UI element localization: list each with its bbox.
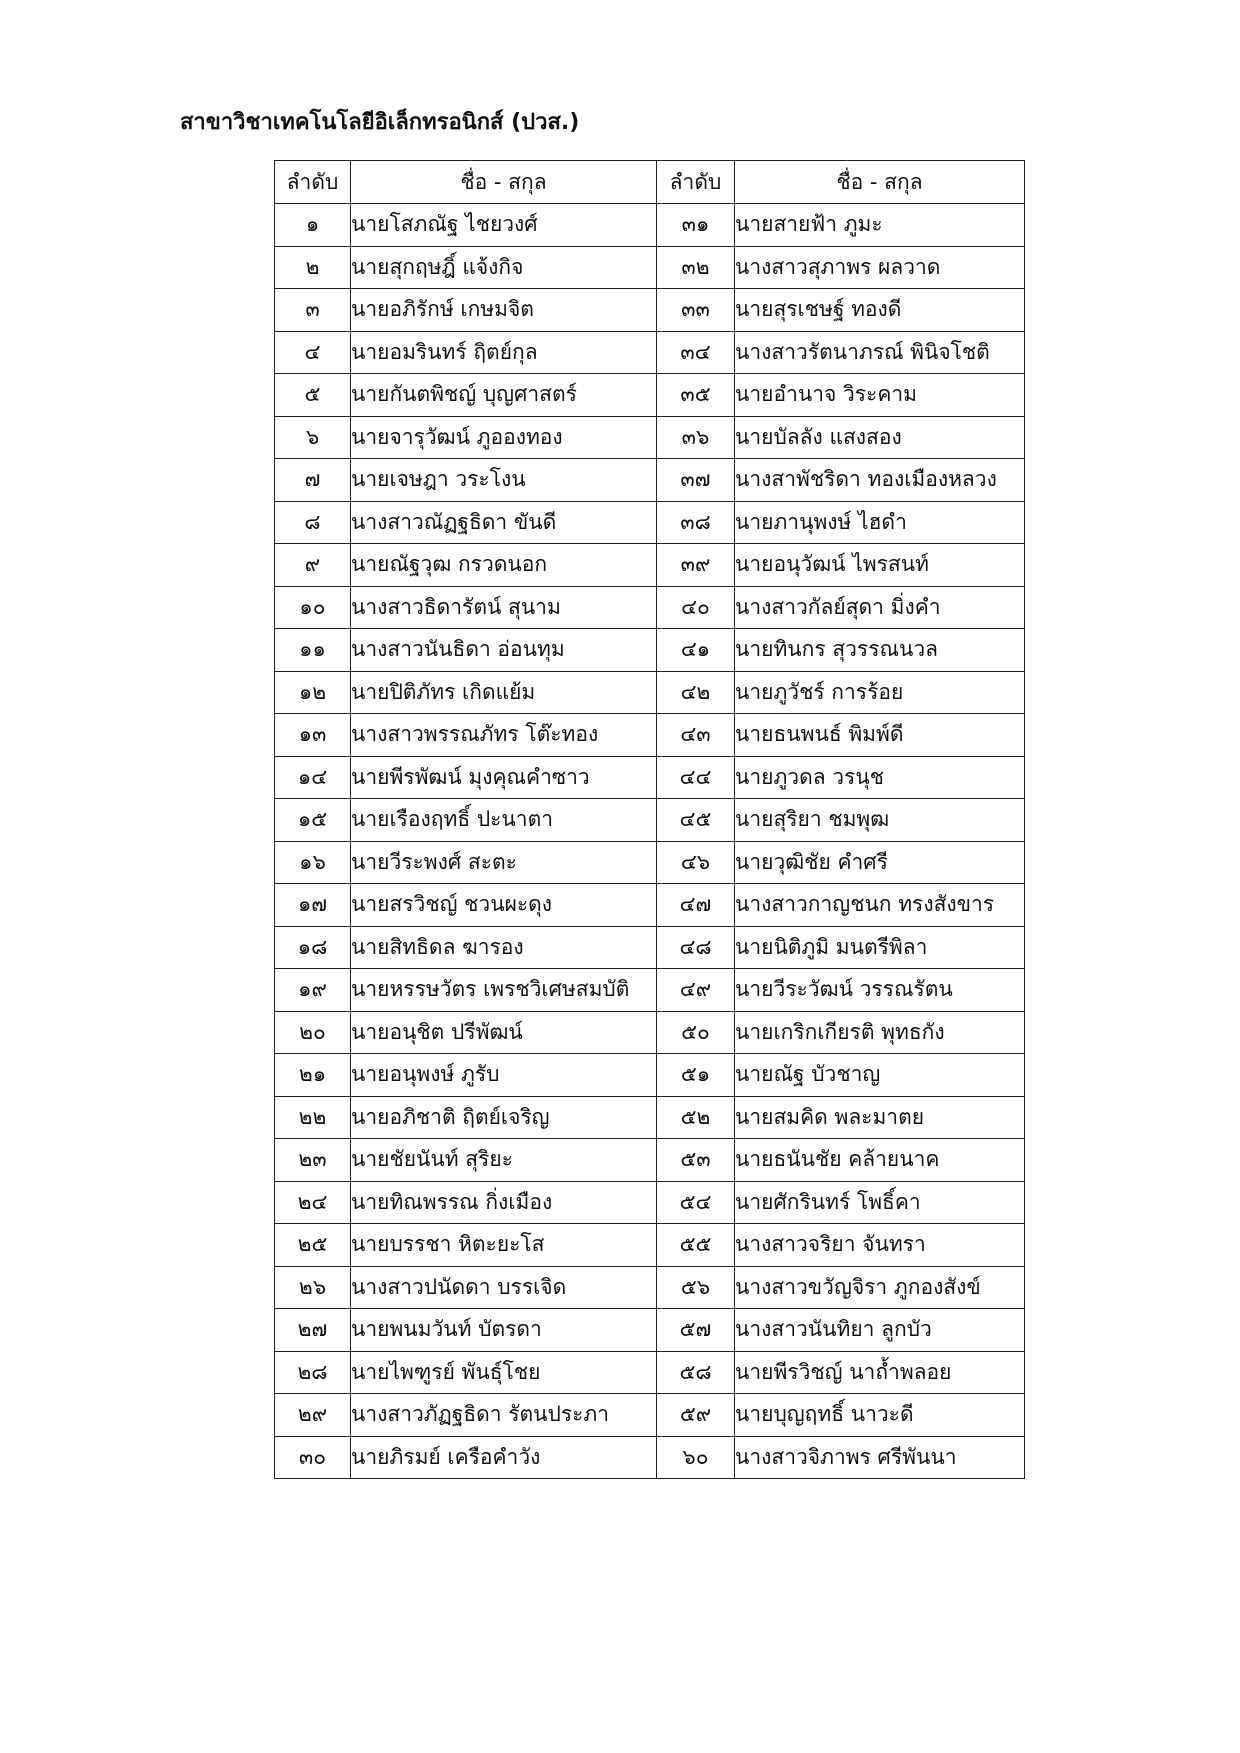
student-name: นางสาวกัลย์สุดา มิ่งคำ — [735, 586, 1025, 629]
student-name: นายชัยนันท์ สุริยะ — [351, 1139, 657, 1182]
order-number: ๓๘ — [657, 501, 735, 544]
student-name: นายพีรพัฒน์ มุงคุณคำซาว — [351, 756, 657, 799]
order-number: ๑๔ — [275, 756, 351, 799]
table-row — [275, 1394, 1025, 1437]
table-row — [275, 926, 1025, 969]
table-row — [275, 459, 1025, 502]
order-number: ๔๓ — [657, 714, 735, 757]
student-name: นายธนันชัย คล้ายนาค — [735, 1139, 1025, 1182]
student-name: นายภูวัชร์ การร้อย — [735, 671, 1025, 714]
page-title: สาขาวิชาเทคโนโลยีอิเล็กทรอนิกส์ (ปวส.) — [180, 110, 580, 135]
student-name: นายธนพนธ์ พิมพ์ดี — [735, 714, 1025, 757]
student-name: นายวุฒิชัย คำศรี — [735, 841, 1025, 884]
order-number: ๖๐ — [657, 1436, 735, 1479]
student-name: นางสาวณัฏฐธิดา ขันดี — [351, 501, 657, 544]
order-number: ๒๗ — [275, 1309, 351, 1352]
table-row — [275, 374, 1025, 417]
order-number: ๒๒ — [275, 1096, 351, 1139]
student-name: นายทินกร สุวรรณนวล — [735, 629, 1025, 672]
header-order-left: ลำดับ — [275, 161, 351, 204]
student-name: นายสิทธิดล ฆารอง — [351, 926, 657, 969]
table-row — [275, 1096, 1025, 1139]
table-row — [275, 629, 1025, 672]
table-row — [275, 1054, 1025, 1097]
order-number: ๗ — [275, 459, 351, 502]
student-name: นายศักรินทร์ โพธิ์คา — [735, 1181, 1025, 1224]
table-row — [275, 714, 1025, 757]
order-number: ๒๖ — [275, 1266, 351, 1309]
student-name: นายพนมวันท์ บัตรดา — [351, 1309, 657, 1352]
student-name: นายสุกฤษฎิ์ แจ้งกิจ — [351, 246, 657, 289]
student-name: นายณัฐ บัวชาญ — [735, 1054, 1025, 1097]
order-number: ๕๑ — [657, 1054, 735, 1097]
order-number: ๒๘ — [275, 1351, 351, 1394]
student-name: นางสาวพรรณภัทร โต๊ะทอง — [351, 714, 657, 757]
order-number: ๔๕ — [657, 799, 735, 842]
table-row — [275, 841, 1025, 884]
student-name: นายสายฟ้า ภูมะ — [735, 204, 1025, 247]
student-name: นายณัฐวุฒ กรวดนอก — [351, 544, 657, 587]
student-name: นางสาวนันธิดา อ่อนทุม — [351, 629, 657, 672]
order-number: ๕๓ — [657, 1139, 735, 1182]
order-number: ๔๒ — [657, 671, 735, 714]
table-row — [275, 1181, 1025, 1224]
student-name: นายบรรชา หิตะยะโส — [351, 1224, 657, 1267]
student-name: นายบุญฤทธิ์ นาวะดี — [735, 1394, 1025, 1437]
student-name: นายอมรินทร์ ฤิตย์กุล — [351, 331, 657, 374]
order-number: ๑ — [275, 204, 351, 247]
student-name: นางสาวกาญชนก ทรงสังขาร — [735, 884, 1025, 927]
student-name: นายภานุพงษ์ ไฮดำ — [735, 501, 1025, 544]
student-name: นายสมคิด พละมาตย — [735, 1096, 1025, 1139]
table-row — [275, 671, 1025, 714]
student-name: นางสาวรัตนาภรณ์ พินิจโชติ — [735, 331, 1025, 374]
table-row — [275, 1436, 1025, 1479]
student-name: นายอนุพงษ์ ภูรับ — [351, 1054, 657, 1097]
order-number: ๒๐ — [275, 1011, 351, 1054]
student-name: นายทิณพรรณ กิ่งเมือง — [351, 1181, 657, 1224]
student-name: นายปิติภัทร เกิดแย้ม — [351, 671, 657, 714]
student-name: นายวีระวัฒน์ วรรณรัตน — [735, 969, 1025, 1012]
table-row — [275, 969, 1025, 1012]
order-number: ๓๓ — [657, 289, 735, 332]
order-number: ๒๕ — [275, 1224, 351, 1267]
table-row — [275, 204, 1025, 247]
student-name: นางสาวขวัญจิรา ภูกองสังข์ — [735, 1266, 1025, 1309]
order-number: ๔๙ — [657, 969, 735, 1012]
header-name-left: ชื่อ - สกุล — [351, 161, 657, 204]
student-name: นายสรวิชญ์ ชวนผะดุง — [351, 884, 657, 927]
table-body — [275, 204, 1025, 1479]
order-number: ๑๖ — [275, 841, 351, 884]
student-name: นางสาพัชริดา ทองเมืองหลวง — [735, 459, 1025, 502]
order-number: ๓๖ — [657, 416, 735, 459]
order-number: ๓๒ — [657, 246, 735, 289]
student-name: นายเจษฎา วระโงน — [351, 459, 657, 502]
table-row — [275, 501, 1025, 544]
order-number: ๓๗ — [657, 459, 735, 502]
order-number: ๔ — [275, 331, 351, 374]
table-row — [275, 1011, 1025, 1054]
header-name-right: ชื่อ - สกุล — [735, 161, 1025, 204]
student-name: นางสาวนันทิยา ลูกบัว — [735, 1309, 1025, 1352]
student-name: นายหรรษวัตร เพรชวิเศษสมบัติ — [351, 969, 657, 1012]
order-number: ๑๒ — [275, 671, 351, 714]
order-number: ๓๑ — [657, 204, 735, 247]
student-name: นายไพฑูรย์ พันธุ์โชย — [351, 1351, 657, 1394]
order-number: ๔๑ — [657, 629, 735, 672]
student-name: นางสาวธิดารัตน์ สุนาม — [351, 586, 657, 629]
student-roster-table — [274, 160, 1025, 1479]
student-name: นางสาวจริยา จันทรา — [735, 1224, 1025, 1267]
student-name: นายจารุวัฒน์ ภูอองทอง — [351, 416, 657, 459]
table-row — [275, 756, 1025, 799]
order-number: ๑๓ — [275, 714, 351, 757]
student-name: นางสาวภัฏฐธิดา รัตนประภา — [351, 1394, 657, 1437]
order-number: ๕๗ — [657, 1309, 735, 1352]
order-number: ๕๘ — [657, 1351, 735, 1394]
order-number: ๕๐ — [657, 1011, 735, 1054]
student-name: นายโสภณัฐ ไชยวงศ์ — [351, 204, 657, 247]
order-number: ๒๑ — [275, 1054, 351, 1097]
student-name: นายภูวดล วรนุช — [735, 756, 1025, 799]
order-number: ๔๘ — [657, 926, 735, 969]
table-row — [275, 1139, 1025, 1182]
order-number: ๒๔ — [275, 1181, 351, 1224]
table-row — [275, 544, 1025, 587]
order-number: ๓๐ — [275, 1436, 351, 1479]
table-header-row — [275, 161, 1025, 204]
order-number: ๑๗ — [275, 884, 351, 927]
table-row — [275, 799, 1025, 842]
student-name: นายสุริยา ชมพุฒ — [735, 799, 1025, 842]
student-name: นายนิติภูมิ มนตรีพิลา — [735, 926, 1025, 969]
table-row — [275, 586, 1025, 629]
table-row — [275, 289, 1025, 332]
order-number: ๒๙ — [275, 1394, 351, 1437]
order-number: ๕๙ — [657, 1394, 735, 1437]
order-number: ๕๔ — [657, 1181, 735, 1224]
order-number: ๓๕ — [657, 374, 735, 417]
order-number: ๔๔ — [657, 756, 735, 799]
order-number: ๕๕ — [657, 1224, 735, 1267]
table-row — [275, 884, 1025, 927]
header-order-right: ลำดับ — [657, 161, 735, 204]
order-number: ๔๖ — [657, 841, 735, 884]
order-number: ๕ — [275, 374, 351, 417]
order-number: ๙ — [275, 544, 351, 587]
student-name: นายบัลลัง แสงสอง — [735, 416, 1025, 459]
table-row — [275, 1309, 1025, 1352]
table-row — [275, 1224, 1025, 1267]
student-name: นายเกริกเกียรติ พุทธกัง — [735, 1011, 1025, 1054]
student-name: นางสาวจิภาพร ศรีพันนา — [735, 1436, 1025, 1479]
order-number: ๓๔ — [657, 331, 735, 374]
order-number: ๑๐ — [275, 586, 351, 629]
student-name: นายอนุวัฒน์ ไพรสนท์ — [735, 544, 1025, 587]
table-row — [275, 246, 1025, 289]
order-number: ๔๐ — [657, 586, 735, 629]
student-name: นายวีระพงศ์ สะตะ — [351, 841, 657, 884]
order-number: ๕๖ — [657, 1266, 735, 1309]
table-row — [275, 331, 1025, 374]
student-name: นางสาวปนัดดา บรรเจิด — [351, 1266, 657, 1309]
student-name: นายอนุชิต ปรีพัฒน์ — [351, 1011, 657, 1054]
student-name: นางสาวสุภาพร ผลวาด — [735, 246, 1025, 289]
student-name: นายภิรมย์ เครือคำวัง — [351, 1436, 657, 1479]
order-number: ๓๙ — [657, 544, 735, 587]
order-number: ๖ — [275, 416, 351, 459]
order-number: ๕๒ — [657, 1096, 735, 1139]
student-name: นายอภิชาติ ฤิตย์เจริญ — [351, 1096, 657, 1139]
student-name: นายเรืองฤทธิ์ ปะนาตา — [351, 799, 657, 842]
student-name: นายอภิรักษ์ เกษมจิต — [351, 289, 657, 332]
order-number: ๒ — [275, 246, 351, 289]
order-number: ๔๗ — [657, 884, 735, 927]
order-number: ๑๘ — [275, 926, 351, 969]
table-row — [275, 1351, 1025, 1394]
order-number: ๑๙ — [275, 969, 351, 1012]
order-number: ๑๕ — [275, 799, 351, 842]
table-row — [275, 416, 1025, 459]
student-name: นายพีรวิชญ์ นาถ้ำพลอย — [735, 1351, 1025, 1394]
student-name: นายสุรเชษฐ์ ทองดี — [735, 289, 1025, 332]
student-name: นายอำนาจ วิระคาม — [735, 374, 1025, 417]
student-name: นายกันตพิชญ์ บุญศาสตร์ — [351, 374, 657, 417]
order-number: ๑๑ — [275, 629, 351, 672]
order-number: ๒๓ — [275, 1139, 351, 1182]
table-row — [275, 1266, 1025, 1309]
order-number: ๘ — [275, 501, 351, 544]
order-number: ๓ — [275, 289, 351, 332]
